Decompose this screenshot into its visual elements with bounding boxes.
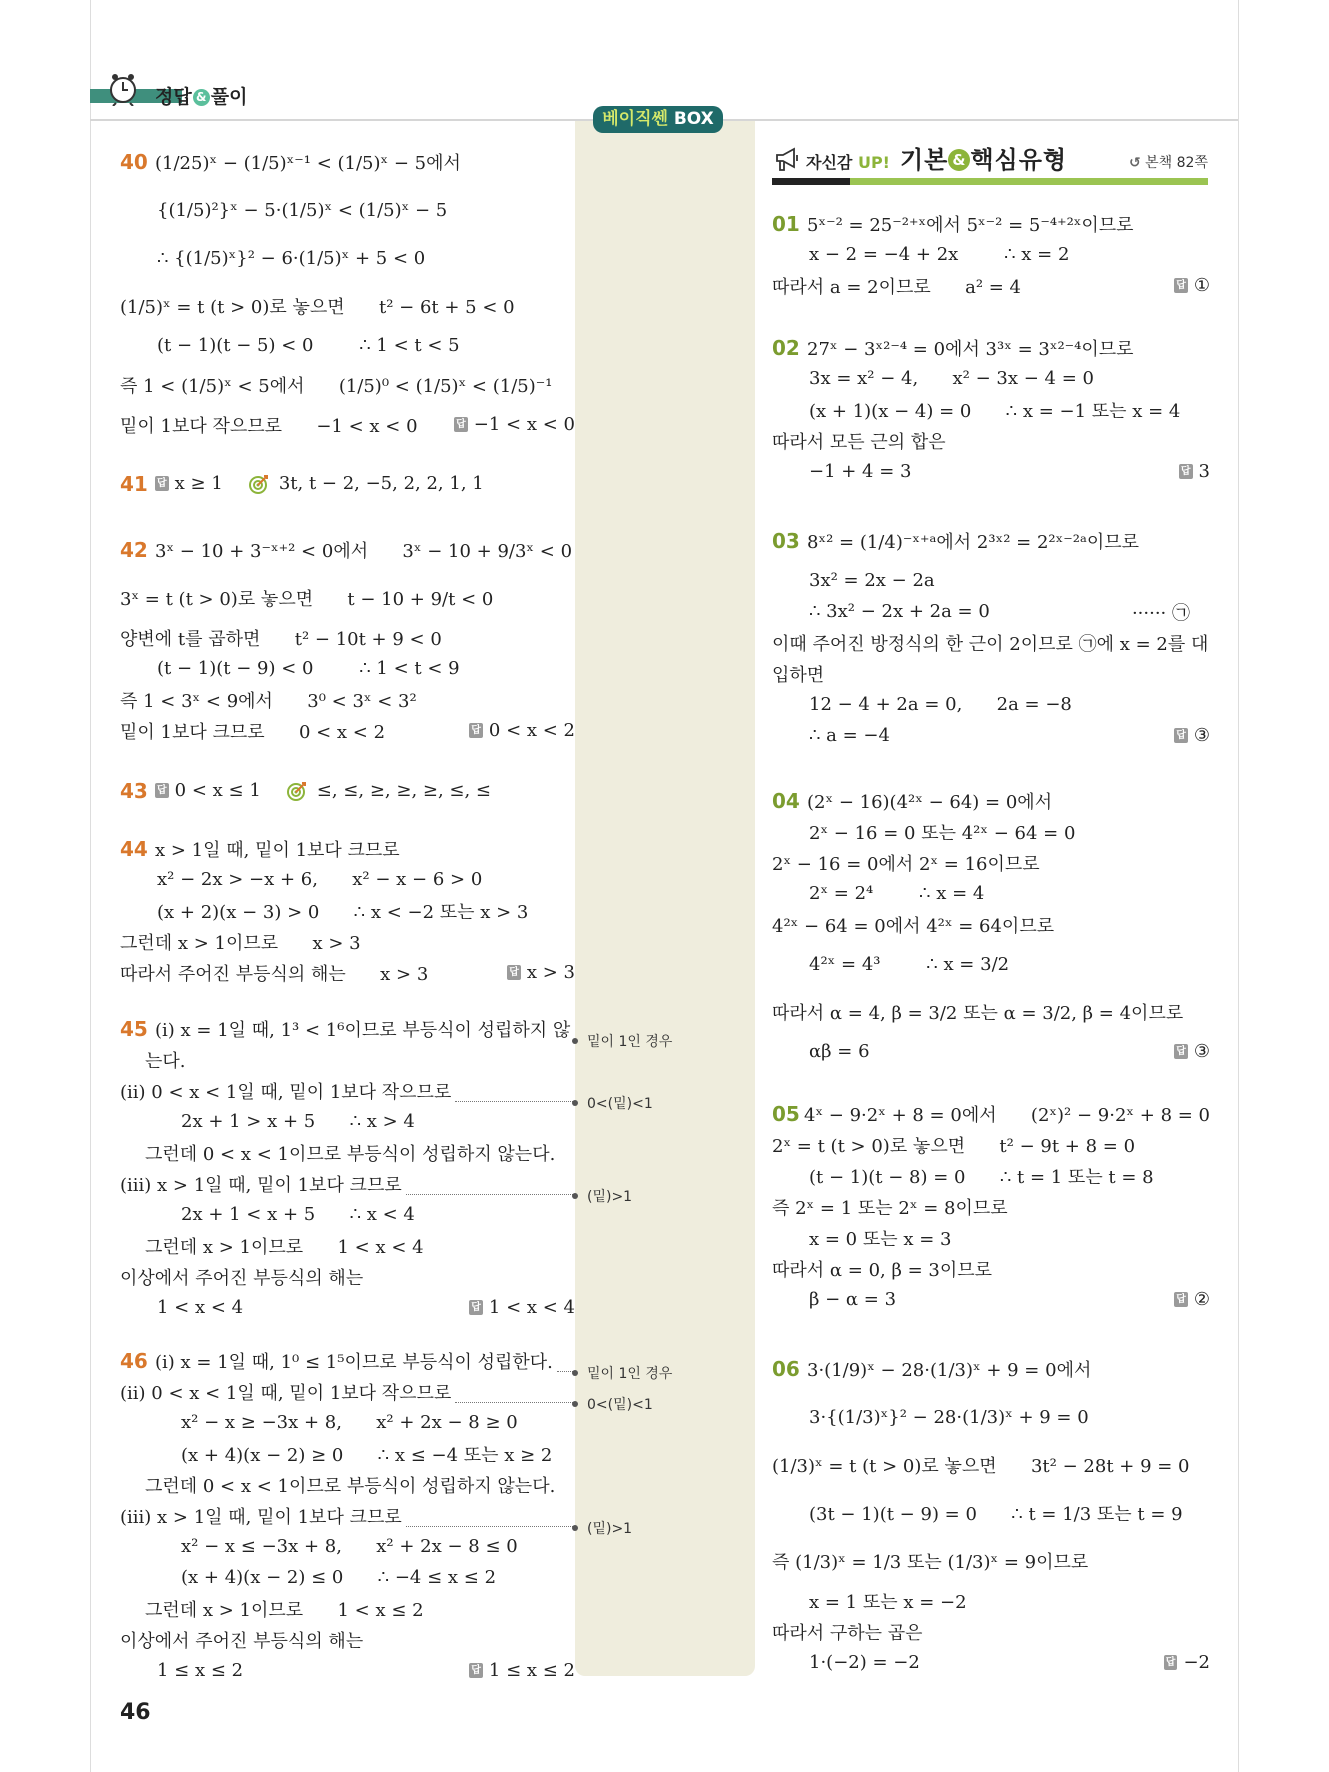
title-part: 정답 [155,86,192,108]
solution-line [120,234,575,282]
line-text: ∴ {(1/5)ˣ}² − 6·(1/5)ˣ + 5 < 0 [157,247,426,269]
solution-line [772,394,1210,425]
problem-number: 40 [120,150,148,174]
problem-number: 06 [772,1357,800,1381]
page-number: 46 [120,1700,151,1725]
solution-line [120,653,575,684]
final-answer [1174,1289,1210,1310]
line-text: 따라서 모든 근의 합은 [772,431,946,453]
solution-line [772,940,1210,988]
line-text: −1 + 4 = 3 [809,461,912,482]
problem-number: 42 [120,538,148,562]
solution-03 [772,517,1210,751]
solution-46 [120,1345,673,1686]
solution-06 [772,1345,1210,1678]
up-text: UP! [857,153,890,172]
confidence-label [806,150,890,173]
line-text: ∴ a = −4 [809,725,890,746]
line-text: (t − 1)(t − 9) < 0 ∴ 1 < t < 9 [157,658,460,679]
solution-line [772,658,1210,689]
solution-line [772,909,1210,940]
solution-line [120,1292,575,1323]
solution-line [772,988,1210,1036]
solution-02 [772,332,1210,487]
line-text: β − α = 3 [809,1289,897,1310]
solution-43 [120,775,575,806]
line-text: 따라서 α = 4, β = 3/2 또는 α = 3/2, β = 4이므로 [772,1003,1184,1024]
line-text: αβ = 6 [809,1041,870,1062]
answer-value: ① [1193,275,1210,296]
section-header [772,140,1208,186]
section-heading [900,140,1067,175]
margin-note [575,1093,653,1113]
answer-value: x > 3 [526,962,575,983]
answer-icon: 답 [1180,466,1191,477]
solution-41 [120,468,575,499]
answer-value: x ≥ 1 [174,473,223,494]
problem-number: 44 [120,836,148,861]
solution-line [772,596,1210,627]
line-text: (x + 4)(x − 2) ≥ 0 ∴ x ≤ −4 또는 x ≥ 2 [181,1444,553,1466]
problem-number: 45 [120,1016,148,1041]
solution-line [772,363,1210,394]
line-text: (ii) 0 < x < 1일 때, 밑이 1보다 작으므로 [120,1382,452,1404]
line-text: 양변에 t를 곱하면 t² − 10t + 9 < 0 [120,628,442,650]
solution-line [772,208,1210,239]
solution-line [120,775,575,806]
solution-05 [772,1098,1210,1315]
solution-44 [120,833,575,988]
final-answer [1179,461,1210,482]
solution-line [120,1593,575,1624]
solution-line [772,1284,1210,1315]
line-text: (t − 1)(t − 5) < 0 ∴ 1 < t < 5 [157,335,460,356]
heading-amp: & [948,149,970,171]
solution-line [120,1469,575,1500]
badge-text: BOX [673,109,714,129]
solution-line [120,1137,575,1168]
answer-icon: 답 [456,419,466,430]
line-text: 27ˣ − 3ˣ²⁻⁴ = 0에서 3³ˣ = 3ˣ²⁻⁴이므로 [807,338,1134,360]
answer-icon: 답 [471,1665,481,1676]
solution-line [120,138,575,186]
line-text: 3·(1/9)ˣ − 28·(1/3)ˣ + 9 = 0에서 [807,1360,1092,1381]
answer-icon: 답 [157,785,167,796]
line-text: 밑이 1보다 크므로 0 < x < 2 [120,721,386,743]
line-text: 3·{(1/3)ˣ}² − 28·(1/3)ˣ + 9 = 0 [809,1406,1089,1428]
line-text: 3ˣ = t (t > 0)로 놓으면 t − 10 + 9/t < 0 [120,589,494,610]
line-text: (iii) x > 1일 때, 밑이 1보다 크므로 [120,1506,402,1528]
blank-answers: 3t, t − 2, −5, 2, 2, 1, 1 [278,473,484,494]
textbook-reference [1129,152,1208,172]
line-text: 4²ˣ − 64 = 0에서 4²ˣ = 64이므로 [772,915,1055,937]
page-border-right [1238,0,1239,1772]
line-text: 5ˣ⁻² = 25⁻²⁺ˣ에서 5ˣ⁻² = 5⁻⁴⁺²ˣ이므로 [807,214,1134,236]
line-text: 3x = x² − 4, x² − 3x − 4 = 0 [809,368,1094,389]
final-answer [1174,275,1210,296]
line-text: (1/3)ˣ = t (t > 0)로 놓으면 3t² − 28t + 9 = 0 [772,1456,1190,1477]
solution-line [772,332,1210,363]
solution-line [120,1075,653,1112]
solution-04 [772,785,1210,1067]
answer-value: 3 [1198,461,1210,482]
solution-line [772,1129,1210,1160]
solution-line [120,1345,673,1382]
margin-note [575,1186,632,1206]
solution-line [772,816,1210,847]
solution-line [120,864,575,895]
basic-box-badge [593,106,723,133]
heading-underline [772,178,1208,185]
line-text: (1/5)ˣ = t (t > 0)로 놓으면 t² − 6t + 5 < 0 [120,297,515,318]
blank-answers: ≤, ≤, ≥, ≥, ≥, ≤, ≤ [316,780,492,801]
note-text: (밑)>1 [587,1189,633,1205]
problem-number: 41 [120,471,148,496]
line-text: 는다. [145,1050,186,1072]
line-text: x = 0 또는 x = 3 [809,1228,952,1250]
solution-line [120,1531,575,1562]
note-text: 0<(밑)<1 [587,1096,653,1112]
solution-line [120,1562,575,1593]
line-text: 1·(−2) = −2 [809,1652,920,1673]
final-answer [1174,725,1210,746]
line-text: x − 2 = −4 + 2x ∴ x = 2 [809,244,1070,265]
final-answer [507,962,575,983]
line-text: 이상에서 주어진 부등식의 해는 [120,1630,364,1652]
final-answer [454,414,575,435]
line-text: x = 1 또는 x = −2 [809,1591,967,1613]
line-text: 4²ˣ = 4³ ∴ x = 3/2 [809,953,1010,975]
line-text: 그런데 0 < x < 1이므로 부등식이 성립하지 않는다. [145,1143,556,1165]
solution-45 [120,1013,673,1323]
solution-line [120,526,575,574]
line-text: 그런데 0 < x < 1이므로 부등식이 성립하지 않는다. [145,1475,556,1497]
solution-line [120,282,575,330]
answer-icon: 답 [157,478,167,489]
line-text: 입하면 [772,664,825,686]
solution-line [120,330,575,361]
answer-value: ② [1193,1289,1210,1310]
solution-line [120,1500,633,1537]
solution-line [120,957,575,988]
final-answer [1174,1041,1210,1062]
note-text: 밑이 1인 경우 [587,1366,673,1382]
answer-icon: 답 [1176,730,1186,741]
solution-line [772,456,1210,487]
solution-line [772,1647,1210,1678]
reference-text: 본책 82쪽 [1145,155,1208,171]
confidence-text: 자신감 [806,153,853,172]
solution-line [772,1537,1210,1585]
line-text: 즉 2ˣ = 1 또는 2ˣ = 8이므로 [772,1197,1008,1219]
page-border-left [90,0,91,1772]
solution-line [120,1376,653,1413]
solution-line [772,239,1210,270]
solution-line [772,1585,1210,1616]
answer-icon: 답 [471,725,481,736]
solution-line [772,1345,1210,1393]
solution-line [120,895,575,926]
solution-line [120,926,575,957]
dotted-leader [406,1194,575,1195]
solution-line [120,468,575,499]
line-text: x > 1일 때, 밑이 1보다 크므로 [155,839,400,861]
equation-tag: ······ ㉠ [1131,602,1190,624]
line-text: (i) x = 1일 때, 1⁰ ≤ 1⁵이므로 부등식이 성립한다. [155,1351,553,1373]
dotted-leader [406,1526,575,1527]
solution-line [120,186,575,234]
solution-line [120,361,575,409]
basic-box-band [575,121,755,1676]
solution-line [772,1191,1210,1222]
line-text: 2ˣ = t (t > 0)로 놓으면 t² − 9t + 8 = 0 [772,1135,1136,1157]
answer-value: −1 < x < 0 [473,414,575,435]
solution-line [120,1261,575,1292]
solution-line [120,1168,633,1205]
solution-line [120,1230,575,1261]
final-answer [1164,1652,1210,1673]
line-text: (ii) 0 < x < 1일 때, 밑이 1보다 작으므로 [120,1081,452,1103]
line-text: 그런데 x > 1이므로 x > 3 [120,932,361,954]
final-answer [469,1297,575,1318]
line-text: x² − x ≤ −3x + 8, x² + 2x − 8 ≤ 0 [181,1536,518,1557]
answer-icon: 답 [1176,1046,1186,1057]
dotted-leader [455,1402,575,1403]
line-text: 따라서 구하는 곱은 [772,1622,923,1644]
line-text: 즉 (1/3)ˣ = 1/3 또는 (1/3)ˣ = 9이므로 [772,1552,1089,1573]
line-text: 이때 주어진 방정식의 한 근이 2이므로 ㉠에 x = 2를 대 [772,633,1209,655]
margin-note [575,1518,632,1538]
target-icon [249,474,269,494]
solution-line [772,565,1210,596]
line-text: 2ˣ − 16 = 0에서 2ˣ = 16이므로 [772,853,1040,875]
answer-value: 1 < x < 4 [488,1297,575,1318]
problem-number: 04 [772,788,800,813]
line-text: (x + 1)(x − 4) = 0 ∴ x = −1 또는 x = 4 [809,400,1181,422]
line-text: ∴ 3x² − 2x + 2a = 0 [809,601,990,622]
line-text: 12 − 4 + 2a = 0, 2a = −8 [809,694,1072,715]
megaphone-icon [774,146,802,172]
solution-line [120,622,575,653]
solution-line [120,715,575,746]
line-text: (3t − 1)(t − 9) = 0 ∴ t = 1/3 또는 t = 9 [809,1504,1183,1525]
line-text: x² − x ≥ −3x + 8, x² + 2x − 8 ≥ 0 [181,1412,518,1433]
solution-line [120,574,575,622]
solution-line [772,270,1210,301]
solution-line [772,517,1210,565]
line-text: 1 ≤ x ≤ 2 [157,1660,244,1681]
answer-value: −2 [1183,1652,1210,1673]
final-answer [469,720,575,741]
line-text: 따라서 a = 2이므로 a² = 4 [772,276,1022,298]
answer-icon: 답 [509,967,519,978]
heading-part: 핵심유형 [970,146,1068,174]
solution-line [120,1199,575,1230]
solution-line [772,1253,1210,1284]
solution-line [772,847,1210,878]
margin-note [575,1031,672,1051]
line-text: (i) x = 1일 때, 1³ < 1⁶이므로 부등식이 성립하지 않 [155,1019,571,1041]
line-text: 그런데 x > 1이므로 1 < x ≤ 2 [145,1599,424,1621]
line-text: 2ˣ − 16 = 0 또는 4²ˣ − 64 = 0 [809,822,1076,844]
line-text: 1 < x < 4 [157,1297,244,1318]
solution-line [772,1222,1210,1253]
heading-part: 기본 [900,146,949,174]
solution-line [772,785,1210,816]
solution-line [772,627,1210,658]
line-text: 이상에서 주어진 부등식의 해는 [120,1267,364,1289]
solution-line [772,878,1210,909]
problem-number: 05 [772,1101,800,1126]
answer-value: 0 < x < 2 [488,720,575,741]
answer-icon: 답 [1165,1657,1176,1668]
badge-text: 베이직쎈 [602,109,668,129]
note-text: (밑)>1 [587,1521,633,1537]
solution-line [772,1160,1210,1191]
line-text: 따라서 주어진 부등식의 해는 x > 3 [120,963,429,985]
answer-value: ③ [1193,1041,1210,1062]
margin-note [575,1363,672,1383]
solution-line [772,1393,1210,1441]
line-text: 따라서 α = 0, β = 3이므로 [772,1259,993,1281]
line-text: 8ˣ² = (1/4)⁻ˣ⁺ᵃ에서 2³ˣ² = 2²ˣ⁻²ᵃ이므로 [807,532,1140,553]
problem-number: 03 [772,529,800,553]
solution-line [120,1407,575,1438]
solution-42 [120,526,575,746]
line-text: 4ˣ − 9·2ˣ + 8 = 0에서 (2ˣ)² − 9·2ˣ + 8 = 0 [804,1104,1210,1126]
answer-value: ③ [1193,725,1210,746]
line-text: x² − 2x > −x + 6, x² − x − 6 > 0 [157,869,483,890]
line-text: 2x + 1 < x + 5 ∴ x < 4 [181,1204,415,1225]
heading-underline-dark [772,178,850,185]
solution-line [772,720,1210,751]
line-text: {(1/5)²}ˣ − 5·(1/5)ˣ < (1/5)ˣ − 5 [157,199,448,221]
solution-line [772,425,1210,456]
solution-line [120,684,575,715]
title-part: 풀이 [210,86,248,108]
solution-line [772,689,1210,720]
problem-number: 43 [120,778,148,803]
line-text: (t − 1)(t − 8) = 0 ∴ t = 1 또는 t = 8 [809,1166,1154,1188]
solution-line [120,409,575,440]
solution-line [772,1441,1210,1489]
solution-line [772,1036,1210,1067]
solution-line [120,1044,575,1075]
answer-icon: 답 [1176,280,1186,291]
solution-line [120,833,575,864]
answer-value: 1 ≤ x ≤ 2 [488,1660,575,1681]
margin-note [575,1394,653,1414]
problem-number: 46 [120,1348,148,1373]
solution-line [120,1013,673,1050]
solution-40 [120,138,575,440]
solution-line [772,1098,1210,1129]
final-answer [469,1660,575,1681]
line-text: 즉 1 < 3ˣ < 9에서 3⁰ < 3ˣ < 3² [120,690,417,712]
problem-number: 01 [772,211,800,236]
answer-value: 0 < x ≤ 1 [174,780,261,801]
line-text: 즉 1 < (1/5)ˣ < 5에서 (1/5)⁰ < (1/5)ˣ < (1/5)⁻¹ [120,376,553,397]
line-text: (1/25)ˣ − (1/5)ˣ⁻¹ < (1/5)ˣ − 5에서 [155,153,461,174]
dotted-leader [455,1101,575,1102]
note-text: 밑이 1인 경우 [587,1034,673,1050]
line-text: (2ˣ − 16)(4²ˣ − 64) = 0에서 [807,791,1053,813]
solution-line [120,1655,575,1686]
line-text: 3x² = 2x − 2a [809,570,935,591]
solution-line [120,1438,575,1469]
line-text: (x + 4)(x − 2) ≤ 0 ∴ −4 ≤ x ≤ 2 [181,1567,497,1588]
alarm-clock-icon [108,70,138,106]
solution-line [120,1624,575,1655]
solution-line [772,1616,1210,1647]
section-title [155,82,247,109]
line-text: 밑이 1보다 작으므로 −1 < x < 0 [120,415,418,437]
line-text: 2x + 1 > x + 5 ∴ x > 4 [181,1111,415,1132]
solution-line [772,1489,1210,1537]
line-text: 그런데 x > 1이므로 1 < x < 4 [145,1236,424,1258]
solution-line [120,1106,575,1137]
solution-01 [772,208,1210,301]
answer-icon: 답 [471,1302,481,1313]
line-text: (x + 2)(x − 3) > 0 ∴ x < −2 또는 x > 3 [157,901,529,923]
reference-icon: ↺ [1128,155,1141,171]
line-text: (iii) x > 1일 때, 밑이 1보다 크므로 [120,1174,402,1196]
target-icon [287,781,307,801]
line-text: 2ˣ = 2⁴ ∴ x = 4 [809,883,985,904]
note-text: 0<(밑)<1 [587,1397,653,1413]
problem-number: 02 [772,335,800,360]
answer-icon: 답 [1176,1294,1186,1305]
title-amp: & [193,89,210,106]
line-text: 3ˣ − 10 + 3⁻ˣ⁺² < 0에서 3ˣ − 10 + 9/3ˣ < 0 [155,541,573,562]
